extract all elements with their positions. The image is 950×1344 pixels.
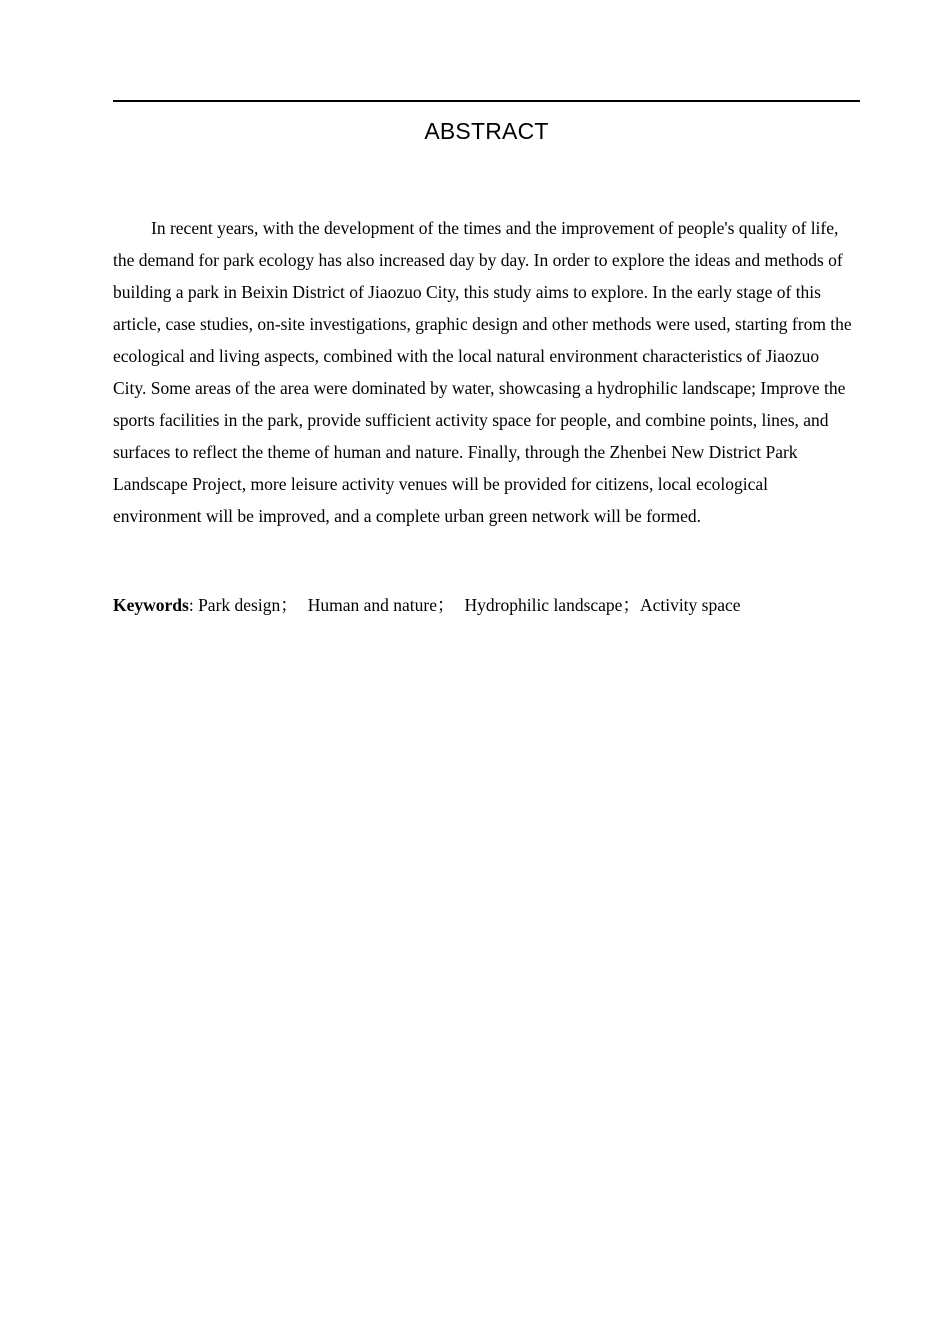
keyword-separator: ； <box>437 595 455 615</box>
page-title: ABSTRACT <box>424 118 549 144</box>
keywords-colon: : <box>188 595 199 615</box>
header-rule <box>113 100 860 102</box>
keywords-label: Keywords <box>113 595 189 615</box>
keywords-line <box>113 590 860 620</box>
keyword-separator: ； <box>622 595 640 615</box>
keyword-separator: ； <box>280 595 298 615</box>
keyword-item: Hydrophilic landscape <box>464 595 623 615</box>
keyword-item: Human and nature <box>307 595 437 615</box>
keyword-item: Park design <box>198 595 281 615</box>
keyword-item: Activity space <box>639 595 741 615</box>
abstract-paragraph: In recent years, with the development of the times and the improvement of people's quality of life, the demand for park ecology has also increased day by day. In order to explore the ideas and methods of building a park in Beixin District of Jiaozuo City, this study aims to explore. In the early stage of this article, case studies, on-site investigations, graphic design and other methods were used, starting from the ecological and living aspects, combined with the local natural environment characteristics of Jiaozuo City. Some areas of the area were dominated by water, showcasing a hydrophilic landscape; Improve the sports facilities in the park, provide sufficient activity space for people, and combine points, lines, and surfaces to reflect the theme of human and nature. Finally, through the Zhenbei New District Park Landscape Project, more leisure activity venues will be provided for citizens, local ecological environment will be improved, and a complete urban green network will be formed. <box>113 218 852 526</box>
